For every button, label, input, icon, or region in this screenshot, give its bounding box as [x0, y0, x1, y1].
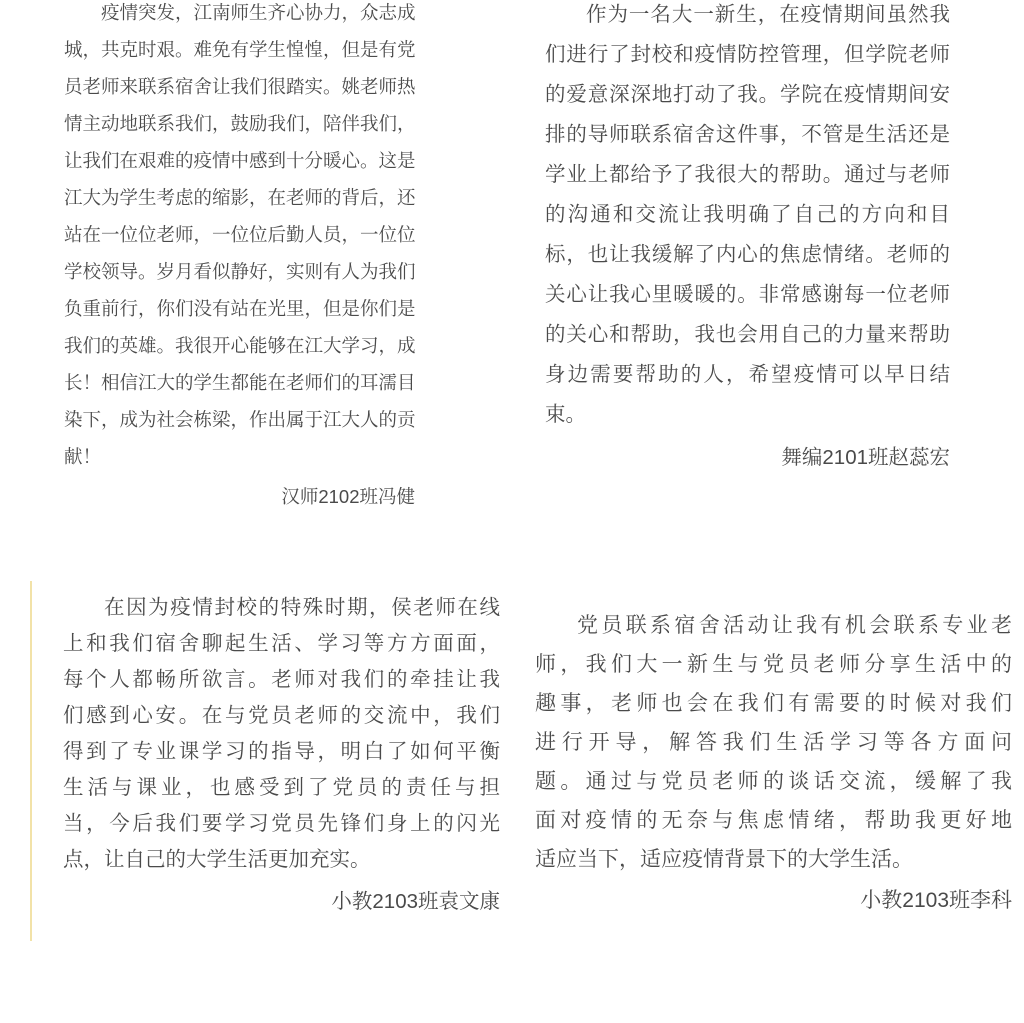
text-line: 情主动地联系我们，鼓励我们，陪伴我们， — [64, 113, 416, 134]
testimonial-top-right — [545, 0, 950, 478]
text-line: 江大为学生考虑的缩影，在老师的背后，还 — [64, 187, 416, 208]
text-line: 趣事，老师也会在我们有需要的时候对我们 — [535, 692, 1012, 715]
text-line: 站在一位位老师，一位位后勤人员，一位位 — [64, 224, 416, 245]
text-line: 疫情突发，江南师生齐心协力，众志成 — [101, 2, 416, 23]
text-line: 的关心和帮助，我也会用自己的力量来帮助 — [545, 323, 950, 346]
text-line: 每个人都畅所欲言。老师对我们的牵挂让我 — [63, 668, 500, 691]
testimonial-bottom-right — [535, 606, 1012, 920]
text-line: 适应当下，适应疫情背景下的大学生活。 — [535, 848, 913, 871]
text-line: 题。通过与党员老师的谈话交流，缓解了我 — [535, 770, 1012, 793]
text-line: 师，我们大一新生与党员老师分享生活中的 — [535, 653, 1012, 676]
testimonial-signature: 小教2103班袁文康 — [331, 890, 500, 913]
text-line: 生活与课业，也感受到了党员的责任与担 — [63, 776, 500, 799]
text-line: 员老师来联系宿舍让我们很踏实。姚老师热 — [64, 76, 416, 97]
testimonial-bottom-left — [63, 590, 500, 920]
text-line: 的爱意深深地打动了我。学院在疫情期间安 — [545, 83, 950, 106]
text-line: 们进行了封校和疫情防控管理，但学院老师 — [545, 43, 950, 66]
text-line: 排的导师联系宿舍这件事，不管是生活还是 — [545, 123, 950, 146]
text-line: 我们的英雄。我很开心能够在江大学习，成 — [64, 335, 416, 356]
text-line: 标，也让我缓解了内心的焦虑情绪。老师的 — [545, 243, 950, 266]
text-line: 上和我们宿舍聊起生活、学习等方方面面， — [63, 632, 500, 655]
text-line: 党员联系宿舍活动让我有机会联系专业老 — [577, 614, 1012, 637]
text-line: 学业上都给予了我很大的帮助。通过与老师 — [545, 163, 950, 186]
text-line: 染下，成为社会栋梁，作出属于江大人的贡 — [64, 409, 416, 430]
text-line: 当，今后我们要学习党员先锋们身上的闪光 — [63, 812, 500, 835]
testimonial-text — [535, 606, 1012, 879]
text-line: 束。 — [545, 403, 586, 426]
text-line: 让我们在艰难的疫情中感到十分暖心。这是 — [64, 150, 416, 171]
left-accent-line — [30, 581, 32, 941]
text-line: 在因为疫情封校的特殊时期，侯老师在线 — [104, 596, 500, 619]
text-line: 进行开导，解答我们生活学习等各方面问 — [535, 731, 1012, 754]
text-line: 身边需要帮助的人，希望疫情可以早日结 — [545, 363, 950, 386]
testimonial-top-left — [64, 0, 415, 515]
testimonial-signature: 汉师2102班冯健 — [281, 486, 415, 507]
text-line: 负重前行，你们没有站在光里，但是你们是 — [64, 298, 416, 319]
text-line: 得到了专业课学习的指导，明白了如何平衡 — [63, 740, 500, 763]
testimonial-signature: 小教2103班李科 — [860, 889, 1012, 912]
testimonial-signature: 舞编2101班赵蕊宏 — [781, 446, 950, 469]
text-line: 们感到心安。在与党员老师的交流中，我们 — [63, 704, 500, 727]
testimonial-text — [63, 590, 500, 878]
text-line: 点，让自己的大学生活更加充实。 — [63, 848, 371, 871]
text-line: 长！相信江大的学生都能在老师们的耳濡目 — [64, 372, 416, 393]
text-line: 关心让我心里暖暖的。非常感谢每一位老师 — [545, 283, 950, 306]
testimonial-text — [64, 0, 415, 475]
text-line: 献！ — [64, 446, 102, 467]
text-line: 作为一名大一新生，在疫情期间虽然我 — [586, 3, 950, 26]
text-line: 的沟通和交流让我明确了自己的方向和目 — [545, 203, 950, 226]
text-line: 城，共克时艰。难免有学生惶惶，但是有党 — [64, 39, 416, 60]
text-line: 学校领导。岁月看似静好，实则有人为我们 — [64, 261, 416, 282]
testimonial-text — [545, 0, 950, 435]
text-line: 面对疫情的无奈与焦虑情绪，帮助我更好地 — [535, 809, 1012, 832]
